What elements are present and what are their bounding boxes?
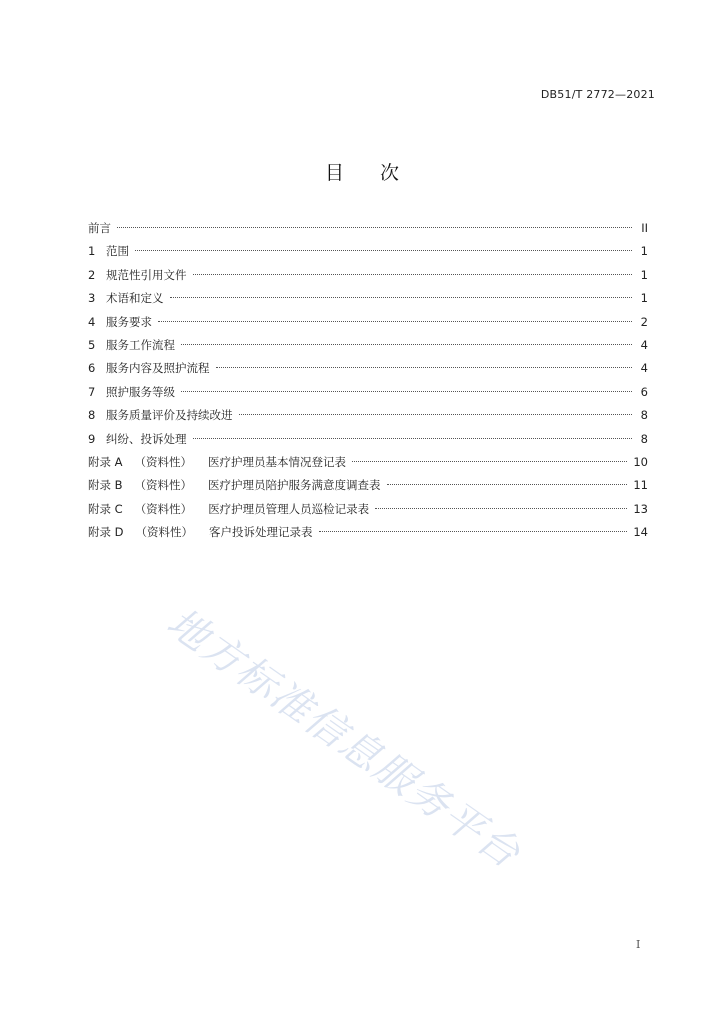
appendix-id: 附录 B xyxy=(88,478,123,493)
toc-entry-2[interactable] xyxy=(88,265,648,288)
toc-page-number: 4 xyxy=(640,337,648,352)
appendix-id: 附录 D xyxy=(88,525,124,540)
toc-entry-appendix-b[interactable] xyxy=(88,475,648,498)
toc-section-number: 2 xyxy=(88,267,96,282)
appendix-type: （资料性） xyxy=(134,501,193,516)
toc-page-number: 2 xyxy=(640,314,648,329)
toc-section-number: 7 xyxy=(88,384,96,399)
toc-leader xyxy=(181,391,632,392)
watermark: 地方标准信息服务平台 xyxy=(158,599,529,878)
toc-section-number: 1 xyxy=(88,244,96,259)
toc-section-number: 4 xyxy=(88,314,96,329)
toc-entry-1[interactable] xyxy=(88,241,648,264)
toc-label: 服务工作流程 xyxy=(106,337,175,352)
toc-entry-9[interactable] xyxy=(88,429,648,452)
toc-entry-appendix-d[interactable] xyxy=(88,522,648,545)
toc-entry-foreword[interactable] xyxy=(88,218,648,241)
table-of-contents xyxy=(88,218,648,545)
toc-entry-6[interactable] xyxy=(88,358,648,381)
toc-leader xyxy=(158,321,632,322)
toc-entry-appendix-c[interactable] xyxy=(88,499,648,522)
toc-entry-8[interactable] xyxy=(88,405,648,428)
toc-section-number: 5 xyxy=(88,337,96,352)
toc-page-number: 8 xyxy=(640,408,648,423)
appendix-id: 附录 A xyxy=(88,454,123,469)
toc-leader xyxy=(117,227,632,228)
toc-entry-4[interactable] xyxy=(88,312,648,335)
toc-page-number: II xyxy=(641,221,648,235)
toc-label: 照护服务等级 xyxy=(106,384,175,399)
toc-leader xyxy=(239,414,633,415)
toc-page-number: 4 xyxy=(640,361,648,376)
toc-page-number: 8 xyxy=(640,431,648,446)
toc-leader xyxy=(319,531,628,532)
title-char-2: 次 xyxy=(380,162,400,184)
appendix-id: 附录 C xyxy=(88,501,123,516)
toc-entry-5[interactable] xyxy=(88,335,648,358)
toc-entry-3[interactable] xyxy=(88,288,648,311)
toc-leader xyxy=(181,344,632,345)
toc-label: 前言 xyxy=(88,221,111,235)
title-char-1: 目 xyxy=(324,162,344,184)
toc-leader xyxy=(375,508,627,509)
toc-leader xyxy=(352,461,627,462)
toc-leader xyxy=(135,250,632,251)
toc-label: 服务要求 xyxy=(106,314,152,329)
toc-page-number: 14 xyxy=(633,525,648,540)
toc-label: 医疗护理员陪护服务满意度调查表 xyxy=(208,478,381,493)
toc-section-number: 6 xyxy=(88,361,96,376)
toc-leader xyxy=(387,484,628,485)
toc-page-number: 13 xyxy=(633,501,648,516)
toc-label: 规范性引用文件 xyxy=(106,267,187,282)
toc-leader xyxy=(193,438,633,439)
toc-section-number: 8 xyxy=(88,408,96,423)
toc-label: 医疗护理员基本情况登记表 xyxy=(208,454,347,469)
toc-label: 术语和定义 xyxy=(106,291,164,306)
toc-page-number: 1 xyxy=(640,291,648,306)
toc-label: 服务质量评价及持续改进 xyxy=(106,408,233,423)
toc-section-number: 3 xyxy=(88,291,96,306)
toc-page-number: 11 xyxy=(633,478,648,493)
appendix-type: （资料性） xyxy=(135,525,194,540)
toc-page-number: 1 xyxy=(640,267,648,282)
toc-label: 服务内容及照护流程 xyxy=(106,361,210,376)
toc-entry-appendix-a[interactable] xyxy=(88,452,648,475)
toc-label: 范围 xyxy=(106,244,129,259)
toc-page-number: 1 xyxy=(640,244,648,259)
toc-label: 医疗护理员管理人员巡检记录表 xyxy=(208,501,370,516)
standard-code: DB51/T 2772—2021 xyxy=(540,88,655,101)
toc-page-number: 6 xyxy=(640,384,648,399)
toc-label: 纠纷、投诉处理 xyxy=(106,431,187,446)
toc-label: 客户投诉处理记录表 xyxy=(209,525,313,540)
appendix-type: （资料性） xyxy=(134,478,193,493)
toc-leader xyxy=(193,274,633,275)
page-number: I xyxy=(636,938,641,951)
page-title xyxy=(0,158,724,185)
toc-leader xyxy=(216,367,633,368)
appendix-type: （资料性） xyxy=(134,454,193,469)
toc-page-number: 10 xyxy=(633,454,648,469)
toc-entry-7[interactable] xyxy=(88,382,648,405)
toc-leader xyxy=(170,297,633,298)
toc-section-number: 9 xyxy=(88,431,96,446)
